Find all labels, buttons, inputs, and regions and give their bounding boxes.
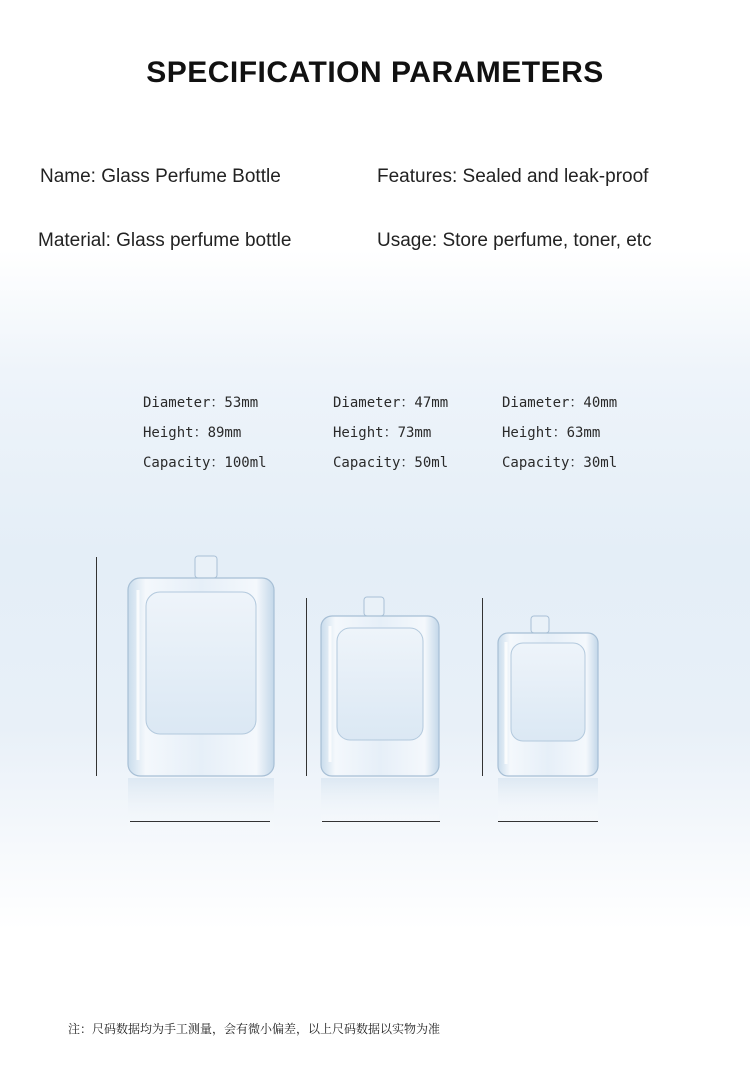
bottle-small-diameter: Diameter：40mm (502, 395, 618, 411)
page-title: SPECIFICATION PARAMETERS (146, 56, 604, 89)
spec-features: Features: Sealed and leak-proof (377, 166, 649, 187)
measurement-note: 注：尺码数据均为手工测量，会有微小偏差，以上尺码数据以实物为准 (68, 1022, 441, 1036)
width-line-large (130, 821, 270, 822)
width-line-medium (322, 821, 440, 822)
bottle-medium-capacity: Capacity：50ml (333, 455, 449, 471)
bottle-small-height: Height：63mm (502, 425, 601, 441)
bottle-medium-diameter: Diameter：47mm (333, 395, 449, 411)
height-line-medium (306, 598, 307, 776)
bottle-large-diameter: Diameter：53mm (143, 395, 259, 411)
bottle-large (128, 556, 274, 838)
spec-name: Name: Glass Perfume Bottle (40, 166, 281, 187)
spec-usage: Usage: Store perfume, toner, etc (377, 230, 652, 251)
width-line-small (498, 821, 598, 822)
bottle-large-capacity: Capacity：100ml (143, 455, 267, 471)
spec-material: Material: Glass perfume bottle (38, 230, 292, 251)
height-line-large (96, 557, 97, 776)
bottle-medium-height: Height：73mm (333, 425, 432, 441)
bottle-medium (321, 597, 439, 830)
bottle-large-height: Height：89mm (143, 425, 242, 441)
bottle-small-capacity: Capacity：30ml (502, 455, 618, 471)
bottle-small (498, 616, 598, 824)
height-line-small (482, 598, 483, 776)
